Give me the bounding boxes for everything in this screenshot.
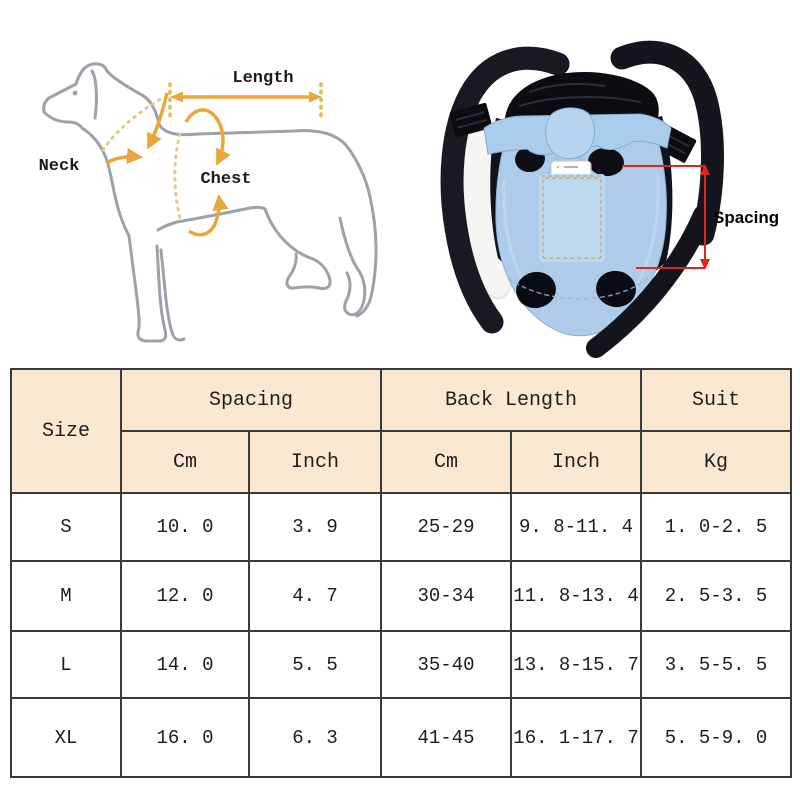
table-row-m (11, 561, 791, 631)
suit-kg-cell: 1. 0-2. 5 (641, 493, 791, 561)
spacing-cm-cell: 16. 0 (121, 698, 249, 777)
header-spacing: Spacing (121, 369, 381, 431)
dog-hind-leg (265, 209, 330, 289)
spacing-cm-cell: 14. 0 (121, 631, 249, 698)
back-cm-cell: 30-34 (381, 561, 511, 631)
header-back-inch: Inch (511, 431, 641, 493)
dog-hind-leg-2 (340, 218, 365, 315)
table-row-s (11, 493, 791, 561)
dog-measurement-diagram (0, 0, 400, 360)
back-cm-cell: 35-40 (381, 631, 511, 698)
header-suit: Suit (641, 369, 791, 431)
back-cm-cell: 25-29 (381, 493, 511, 561)
table-header-group-row (11, 369, 791, 431)
header-back-length: Back Length (381, 369, 641, 431)
dog-carrier-backpack-photo (400, 0, 800, 360)
carrier-front-pocket (539, 174, 605, 262)
neck-guide-arc (103, 97, 164, 150)
spacing-label: Spacing (713, 208, 780, 227)
back-inch-cell: 16. 1-17. 7 (511, 698, 641, 777)
size-cell: XL (11, 698, 121, 777)
table-row-xl (11, 698, 791, 777)
dog-belly-line (158, 207, 265, 230)
chest-guide-arc (175, 134, 181, 222)
length-label: Length (232, 69, 294, 88)
header-back-cm: Cm (381, 431, 511, 493)
dog-tail-line (357, 202, 376, 316)
dog-outline-drawing (44, 64, 376, 341)
dog-eye (73, 91, 78, 96)
suit-kg-cell: 2. 5-3. 5 (641, 561, 791, 631)
back-inch-cell: 11. 8-13. 4 (511, 561, 641, 631)
spacing-cm-cell: 10. 0 (121, 493, 249, 561)
spacing-cm-cell: 12. 0 (121, 561, 249, 631)
table-row-l (11, 631, 791, 698)
neck-measurement (39, 93, 167, 176)
header-size: Size (11, 369, 121, 493)
chest-label: Chest (200, 170, 252, 189)
length-measurement (170, 69, 322, 117)
back-cm-cell: 41-45 (381, 698, 511, 777)
carrier-tie-knot (546, 108, 595, 159)
spacing-inch-cell: 5. 5 (249, 631, 381, 698)
size-cell: S (11, 493, 121, 561)
size-cell: L (11, 631, 121, 698)
spacing-inch-cell: 4. 7 (249, 561, 381, 631)
suit-kg-cell: 5. 5-9. 0 (641, 698, 791, 777)
header-spacing-cm: Cm (121, 431, 249, 493)
spacing-inch-cell: 3. 9 (249, 493, 381, 561)
header-spacing-inch: Inch (249, 431, 381, 493)
back-inch-cell: 13. 8-15. 7 (511, 631, 641, 698)
length-arrowhead-left (170, 92, 183, 103)
table-header-units-row (11, 431, 791, 493)
back-inch-cell: 9. 8-11. 4 (511, 493, 641, 561)
neck-arrow-right (106, 157, 139, 163)
dog-ear-line (92, 71, 96, 118)
header-suit-kg: Kg (641, 431, 791, 493)
size-table (10, 368, 792, 778)
suit-kg-cell: 3. 5-5. 5 (641, 631, 791, 698)
spacing-inch-cell: 6. 3 (249, 698, 381, 777)
size-cell: M (11, 561, 121, 631)
neck-label: Neck (38, 157, 80, 176)
